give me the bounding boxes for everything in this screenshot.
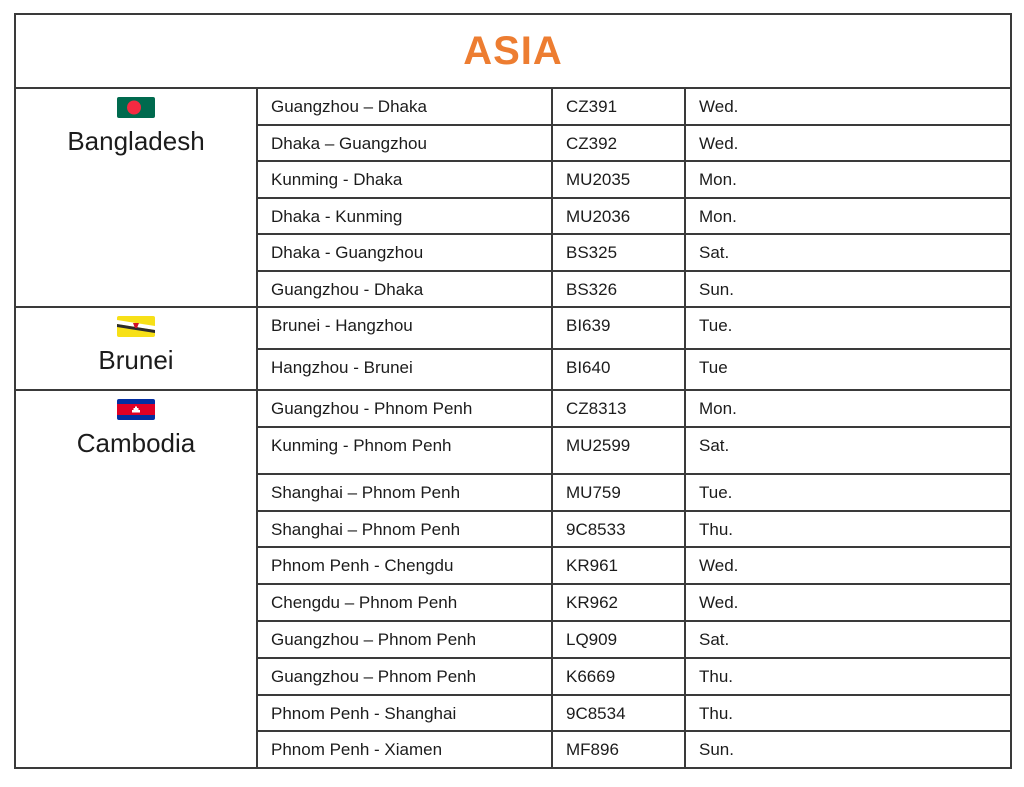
page-title: ASIA	[463, 28, 563, 73]
section-cambodia	[16, 389, 1010, 767]
route-cell: Chengdu – Phnom Penh	[258, 585, 553, 620]
route-cell: Guangzhou - Dhaka	[258, 272, 553, 307]
day-cell: Sun.	[699, 279, 734, 299]
flight-number-cell: K6669	[553, 659, 686, 694]
day-cell: Sat.	[699, 435, 730, 455]
day-cell: Wed.	[699, 133, 739, 153]
section-bangladesh	[16, 89, 1010, 306]
day-cell: Tue.	[699, 316, 733, 335]
flight-number-cell: CZ391	[553, 89, 686, 124]
flight-number-cell: BI639	[553, 308, 686, 348]
table-row	[258, 348, 1010, 390]
route-cell: Kunming - Dhaka	[258, 162, 553, 197]
country-cell-brunei	[16, 308, 258, 389]
route-cell: Kunming - Phnom Penh	[258, 428, 553, 473]
flight-number-cell: MU2036	[553, 199, 686, 234]
day-cell: Wed.	[699, 556, 739, 576]
table-row	[258, 510, 1010, 547]
route-cell: Guangzhou – Phnom Penh	[258, 659, 553, 694]
country-cell-bangladesh	[16, 89, 258, 306]
day-cell: Wed.	[699, 593, 739, 613]
table-row	[258, 426, 1010, 473]
flight-number-cell: 9C8533	[553, 512, 686, 547]
flight-number-cell: BS326	[553, 272, 686, 307]
route-cell: Guangzhou - Phnom Penh	[258, 391, 553, 426]
day-cell: Thu.	[699, 666, 734, 686]
day-cell: Tue	[699, 357, 728, 377]
table-row	[258, 546, 1010, 583]
country-name: Bangladesh	[67, 126, 205, 156]
route-cell: Phnom Penh - Shanghai	[258, 696, 553, 731]
flight-number-cell: BI640	[553, 350, 686, 390]
flight-number-cell: MU759	[553, 475, 686, 510]
day-cell: Mon.	[699, 399, 737, 418]
table-row	[258, 124, 1010, 161]
cambodia-flag-icon	[116, 397, 156, 422]
route-cell: Brunei - Hangzhou	[258, 308, 553, 348]
country-name: Brunei	[98, 345, 174, 375]
route-cell: Guangzhou – Dhaka	[258, 89, 553, 124]
route-cell: Shanghai – Phnom Penh	[258, 475, 553, 510]
country-name: Cambodia	[76, 428, 196, 458]
route-cell: Hangzhou - Brunei	[258, 350, 553, 390]
day-cell: Mon.	[699, 206, 737, 226]
table-row	[258, 270, 1010, 307]
table-row	[258, 730, 1010, 767]
table-row	[258, 197, 1010, 234]
day-cell: Sun.	[699, 740, 734, 760]
table-row	[258, 694, 1010, 731]
flight-number-cell: MF896	[553, 732, 686, 767]
day-cell: Tue.	[699, 482, 733, 502]
country-cell-cambodia	[16, 391, 258, 767]
route-cell: Dhaka - Kunming	[258, 199, 553, 234]
day-cell: Sat.	[699, 243, 730, 262]
flight-number-cell: LQ909	[553, 622, 686, 657]
day-cell: Wed.	[699, 97, 739, 116]
route-cell: Guangzhou – Phnom Penh	[258, 622, 553, 657]
rows-cambodia	[258, 391, 1010, 767]
day-cell: Thu.	[699, 703, 734, 723]
flight-number-cell: 9C8534	[553, 696, 686, 731]
table-row	[258, 620, 1010, 657]
flight-number-cell: BS325	[553, 235, 686, 270]
section-brunei	[16, 306, 1010, 389]
table-row	[258, 583, 1010, 620]
route-cell: Dhaka - Guangzhou	[258, 235, 553, 270]
day-cell: Thu.	[699, 519, 734, 539]
flight-number-cell: CZ8313	[553, 391, 686, 426]
route-cell: Phnom Penh - Xiamen	[258, 732, 553, 767]
flight-number-cell: CZ392	[553, 126, 686, 161]
table-row	[258, 160, 1010, 197]
rows-brunei	[258, 308, 1010, 389]
table-row	[258, 308, 1010, 348]
flight-number-cell: MU2035	[553, 162, 686, 197]
route-cell: Dhaka – Guangzhou	[258, 126, 553, 161]
table-row	[258, 473, 1010, 510]
route-cell: Shanghai – Phnom Penh	[258, 512, 553, 547]
table-header	[16, 15, 1010, 89]
flight-number-cell: MU2599	[553, 428, 686, 473]
rows-bangladesh	[258, 89, 1010, 306]
flight-number-cell: KR962	[553, 585, 686, 620]
table-row	[258, 657, 1010, 694]
table-row	[258, 233, 1010, 270]
bangladesh-flag-icon	[116, 95, 156, 120]
flight-schedule-table	[14, 13, 1012, 769]
brunei-flag-icon	[116, 314, 156, 339]
table-row	[258, 89, 1010, 124]
route-cell: Phnom Penh - Chengdu	[258, 548, 553, 583]
day-cell: Sat.	[699, 629, 730, 649]
flight-number-cell: KR961	[553, 548, 686, 583]
table-row	[258, 391, 1010, 426]
day-cell: Mon.	[699, 170, 737, 189]
